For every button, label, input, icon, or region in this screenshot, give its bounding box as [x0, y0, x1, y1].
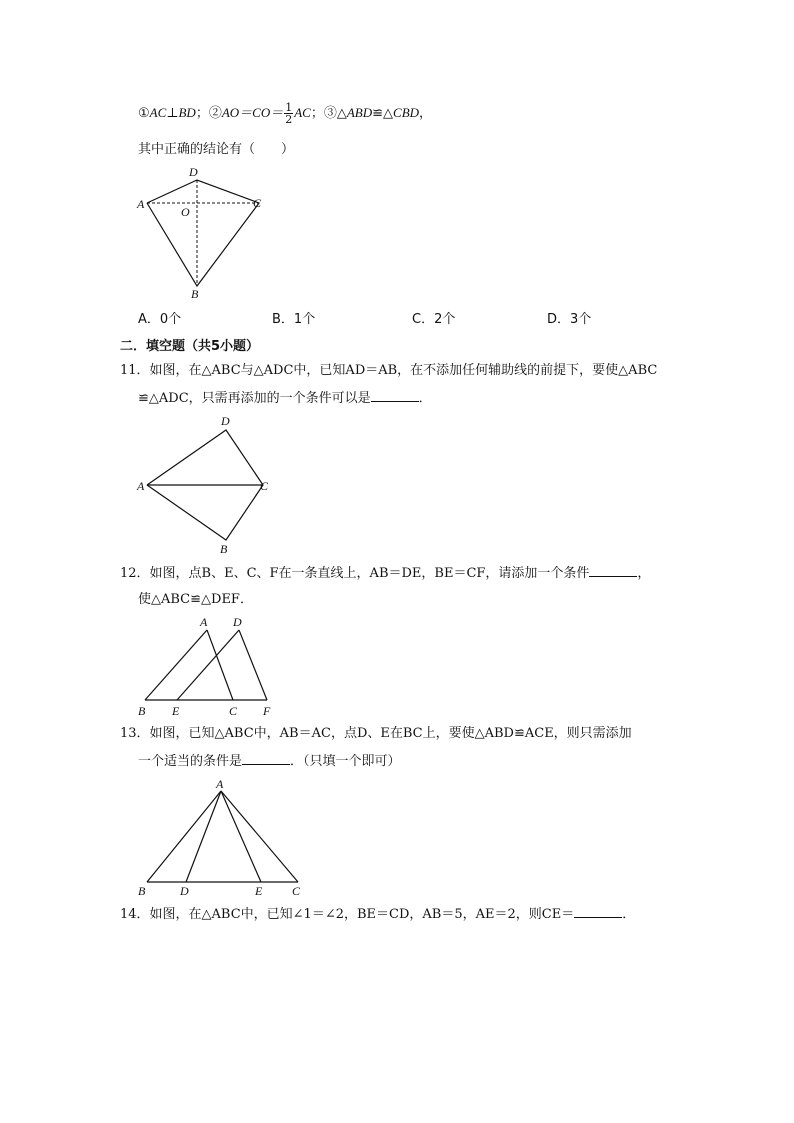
- q12-line2: 使△ABC≌△DEF．: [138, 592, 253, 607]
- q12-label-F: F: [263, 704, 271, 718]
- q10-kite-figure: [135, 160, 275, 305]
- q12-label-B: B: [138, 704, 146, 718]
- q11-figure: [135, 410, 285, 560]
- q11-label-A: A: [137, 479, 145, 493]
- q12-label-E: E: [172, 704, 180, 718]
- q11-answer-blank[interactable]: [371, 389, 419, 402]
- section-fill-in-title: 二．填空题（共5小题）: [120, 339, 260, 354]
- q14-line1: 14．如图，在△ABC中，已知∠1＝∠2，BE＝CD，AB＝5，AE＝2，则CE＝ ．: [120, 907, 636, 922]
- q10-choice-b[interactable]: B．1个: [272, 312, 316, 327]
- q13-figure: [135, 775, 315, 900]
- q10-prompt: 其中正确的结论有（ ）: [138, 142, 295, 157]
- q13-line2: 一个适当的条件是 ．（只填一个即可）: [138, 754, 401, 769]
- q10-label-A: A: [137, 197, 145, 211]
- q10-choice-a[interactable]: A．0个: [138, 312, 182, 327]
- q13-answer-blank[interactable]: [242, 752, 290, 765]
- q13-label-A: A: [216, 777, 224, 791]
- q11-line1: 11．如图，在△ABC与△ADC中，已知AD＝AB，在不添加任何辅助线的前提下，要使△ABC: [120, 363, 658, 378]
- q13-label-B: B: [138, 884, 146, 898]
- q13-line1: 13．如图，已知△ABC中，AB＝AC，点D、E在BC上，要使△ABD≌ACE，则只需添加: [120, 726, 632, 741]
- q14-answer-blank[interactable]: [574, 905, 622, 918]
- q12-label-C: C: [229, 704, 238, 718]
- q13-label-D: D: [180, 884, 189, 898]
- q10-choice-d[interactable]: D．3个: [547, 312, 592, 327]
- q10-label-O: O: [181, 205, 190, 219]
- q11-line2: ≌△ADC，只需再添加的一个条件可以是 ．: [138, 391, 432, 406]
- q13-label-C: C: [292, 884, 301, 898]
- q10-statements: ①AC⊥BD；②AO＝CO＝ $\frac{1}{2}$ AC；③△ABD≌△CBD，: [138, 101, 433, 126]
- q11-label-B: B: [220, 542, 228, 556]
- q10-label-D: D: [189, 165, 198, 179]
- q10-choice-c[interactable]: C．2个: [412, 312, 456, 327]
- q11-label-D: D: [221, 414, 230, 428]
- q12-answer-blank[interactable]: [589, 564, 637, 577]
- q11-label-C: C: [260, 479, 269, 493]
- q12-figure: [135, 612, 285, 722]
- q10-label-C: C: [253, 196, 262, 210]
- q12-label-D: D: [233, 615, 242, 629]
- q12-label-A: A: [200, 615, 208, 629]
- fraction-one-half: $\frac{1}{2}$: [285, 101, 293, 126]
- q12-line1: 12．如图，点B、E、C、F在一条直线上，AB＝DE，BE＝CF，请添加一个条件 ，: [120, 566, 651, 581]
- q13-label-E: E: [255, 884, 263, 898]
- q10-label-B: B: [191, 287, 199, 301]
